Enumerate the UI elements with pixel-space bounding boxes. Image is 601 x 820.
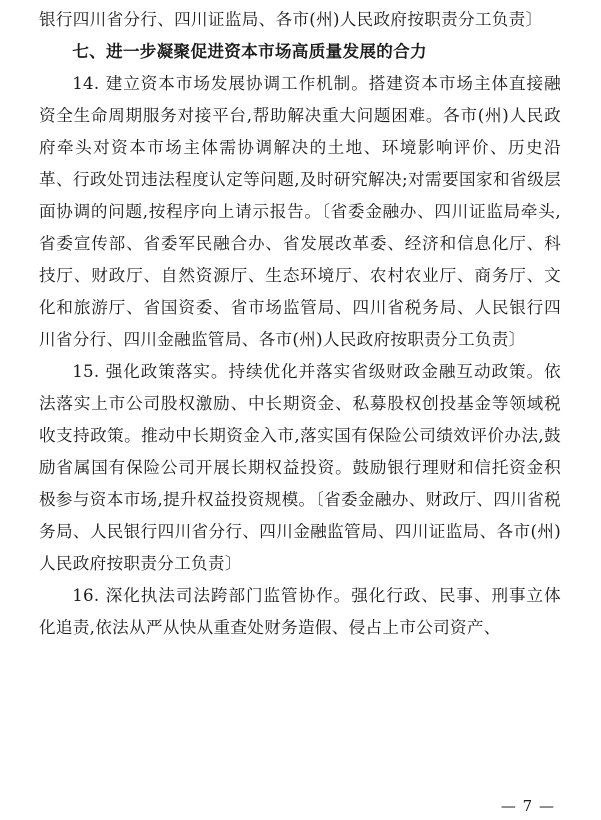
paragraph-item-16: 16. 深化执法司法跨部门监管协作。强化行政、民事、刑事立体化追责,依法从严从快从重查处财务造假、侵占上市公司资产、 [39, 586, 561, 637]
paragraph-item-14: 14. 建立资本市场发展协调工作机制。搭建资本市场主体直接融资全生命周期服务对接平台,帮助解决重大问题困难。各市(州)人民政府牵头对资本市场主体需协调解决的土地、环境影响评价、历史沿革、行政处罚违法程度认定等问题,及时研究解决;对需要国家和省级层面协调的问题,按程序向上请示报告。〔省委金融办、四川证监局牵头,省委宣传部、省委军民融合办、省发展改革委、经济和信息化厅、科技厅、财政厅、自然资源厅、生态环境厅、农村农业厅、商务厅、文化和旅游厅、省国资委、省市场监管局、四川省税务局、人民银行四川省分行、四川金融监管局、各市(州)人民政府按职责分工负责〕 [39, 74, 561, 349]
document-body [39, 4, 561, 644]
section-heading: 七、进一步凝聚促进资本市场高质量发展的合力 [72, 42, 427, 61]
page-number: — 7 — [500, 797, 555, 815]
paragraph-item-15: 15. 强化政策落实。持续优化并落实省级财政金融互动政策。依法落实上市公司股权激励、中长期资金、私募股权创投基金等领域税收支持政策。推动中长期资金入市,落实国有保险公司绩效评价办法,鼓励省属国有保险公司开展长期权益投资。鼓励银行理财和信托资金积极参与资本市场,提升权益投资规模。〔省委金融办、财政厅、四川省税务局、人民银行四川省分行、四川金融监管局、四川证监局、各市(州)人民政府按职责分工负责〕 [39, 362, 561, 573]
paragraph-continuation: 银行四川省分行、四川证监局、各市(州)人民政府按职责分工负责〕 [39, 10, 543, 29]
